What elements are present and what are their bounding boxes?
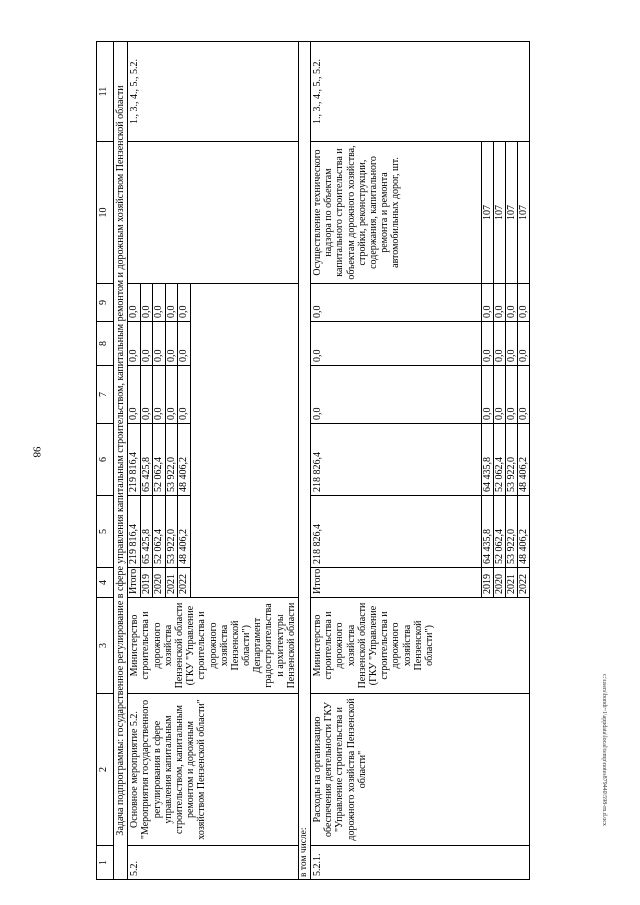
header-col-10: 10 — [97, 142, 114, 284]
value-cell: 0,0 — [482, 366, 494, 424]
value-cell: 0,0 — [518, 366, 530, 424]
value-cell: 0,0 — [153, 284, 166, 322]
year-cell: Итого — [128, 568, 141, 598]
incl-label: в том числе: — [299, 42, 311, 880]
row-executor: Министерство строительства и дорожного хозяйства Пензенской области (ГКУ "Управление строительства и дорожного хозяйства Пензенской области") Департамент градостроительства и архитектуры Пензенской области — [128, 598, 299, 694]
task-row — [114, 42, 128, 880]
value-cell: 0,0 — [153, 366, 166, 424]
page-number: 98 — [30, 446, 43, 458]
indicator-value: 107 — [518, 142, 530, 284]
value-cell: 52 062,4 — [494, 496, 506, 568]
table-row — [128, 42, 141, 880]
year-cell: 2021 — [165, 568, 178, 598]
row-name: Основное мероприятие 5.2. "Мероприятия государственного регулирования в сфере управления капитальным строительством, капитальным ремонтом и дорожным хозяйством Пензенской области" — [128, 694, 299, 846]
value-cell: 0,0 — [311, 366, 482, 424]
header-col-7: 7 — [97, 366, 114, 424]
value-cell: 0,0 — [494, 284, 506, 322]
value-cell: 48 406,2 — [518, 424, 530, 496]
empty-filler — [191, 284, 299, 598]
goal-ref: 1., 3., 4., 5., 5.2. — [311, 42, 530, 142]
value-cell: 0,0 — [311, 284, 482, 322]
header-col-8: 8 — [97, 322, 114, 366]
value-cell: 0,0 — [128, 284, 141, 322]
value-cell: 0,0 — [140, 366, 153, 424]
row-executor: Министерство строительства и дорожного хозяйства Пензенской области (ГКУ "Управление строительства и дорожного хозяйства Пензенской области") — [311, 598, 530, 694]
value-cell: 0,0 — [165, 284, 178, 322]
year-cell: 2020 — [153, 568, 166, 598]
value-cell: 218 826,4 — [311, 424, 482, 496]
value-cell: 52 062,4 — [153, 496, 166, 568]
value-cell: 0,0 — [506, 322, 518, 366]
value-cell: 0,0 — [140, 322, 153, 366]
value-cell: 48 406,2 — [178, 496, 191, 568]
year-cell: 2020 — [494, 568, 506, 598]
header-col-6: 6 — [97, 424, 114, 496]
value-cell: 0,0 — [178, 284, 191, 322]
value-cell: 0,0 — [178, 322, 191, 366]
table-row — [311, 42, 482, 880]
value-cell: 52 062,4 — [153, 424, 166, 496]
rotated-table-container — [96, 42, 596, 880]
value-cell: 64 435,8 — [482, 424, 494, 496]
indicator-cell — [128, 142, 299, 284]
value-cell: 0,0 — [482, 322, 494, 366]
header-col-3: 3 — [97, 598, 114, 694]
header-col-5: 5 — [97, 496, 114, 568]
file-path-footer: c:\users\bondi~1\appdata\local\temp\notes879440\598-rn.d.ocx — [601, 674, 607, 826]
value-cell: 218 826,4 — [311, 496, 482, 568]
header-row — [97, 42, 114, 880]
value-cell: 0,0 — [506, 284, 518, 322]
year-cell: 2021 — [506, 568, 518, 598]
value-cell: 65 425,8 — [140, 496, 153, 568]
value-cell: 53 922,0 — [165, 424, 178, 496]
value-cell: 0,0 — [311, 322, 482, 366]
value-cell: 0,0 — [506, 366, 518, 424]
indicator-value: 107 — [506, 142, 518, 284]
value-cell: 53 922,0 — [506, 496, 518, 568]
value-cell: 0,0 — [153, 322, 166, 366]
incl-row — [299, 42, 311, 880]
value-cell: 48 406,2 — [518, 496, 530, 568]
header-col-4: 4 — [97, 568, 114, 598]
program-table — [96, 41, 530, 880]
value-cell: 0,0 — [128, 366, 141, 424]
value-cell: 0,0 — [494, 322, 506, 366]
value-cell: 65 425,8 — [140, 424, 153, 496]
indicator-value: 107 — [482, 142, 494, 284]
row-name: Расходы на организацию обеспечения деятельности ГКУ "Управление строительства и дорожного хозяйства Пензенской области" — [311, 694, 530, 846]
value-cell: 0,0 — [518, 322, 530, 366]
indicator-value: 107 — [494, 142, 506, 284]
header-col-2: 2 — [97, 694, 114, 846]
row-number: 5.2. — [128, 846, 299, 880]
value-cell: 0,0 — [178, 366, 191, 424]
indicator-cell: Осуществление технического надзора по объектам капитального строительства и объектам дорожного хозяйства, стройки, реконструкции, содержания, капитального ремонта и ремонта автомобильных дорог, шт. — [311, 142, 482, 284]
value-cell: 48 406,2 — [178, 424, 191, 496]
year-cell: 2019 — [482, 568, 494, 598]
header-col-1: 1 — [97, 846, 114, 880]
value-cell: 53 922,0 — [165, 496, 178, 568]
value-cell: 0,0 — [165, 366, 178, 424]
value-cell: 0,0 — [482, 284, 494, 322]
value-cell: 0,0 — [494, 366, 506, 424]
value-cell: 53 922,0 — [506, 424, 518, 496]
value-cell: 219 816,4 — [128, 424, 141, 496]
year-cell: 2022 — [178, 568, 191, 598]
header-col-9: 9 — [97, 284, 114, 322]
value-cell: 0,0 — [140, 284, 153, 322]
value-cell: 52 062,4 — [494, 424, 506, 496]
year-cell: 2022 — [518, 568, 530, 598]
value-cell: 64 435,8 — [482, 496, 494, 568]
value-cell: 219 816,4 — [128, 496, 141, 568]
header-col-11: 11 — [97, 42, 114, 142]
value-cell: 0,0 — [165, 322, 178, 366]
task-text: Задача подпрограммы: государственное регулирование в сфере управления капитальным строительством, капитальным ремонтом и дорожным хозяйством Пензенской области — [114, 42, 128, 880]
year-cell: 2019 — [140, 568, 153, 598]
value-cell: 0,0 — [128, 322, 141, 366]
year-cell: Итого — [311, 568, 482, 598]
goal-ref: 1., 3., 4., 5., 5.2. — [128, 42, 299, 142]
value-cell: 0,0 — [518, 284, 530, 322]
row-number: 5.2.1. — [311, 846, 530, 880]
